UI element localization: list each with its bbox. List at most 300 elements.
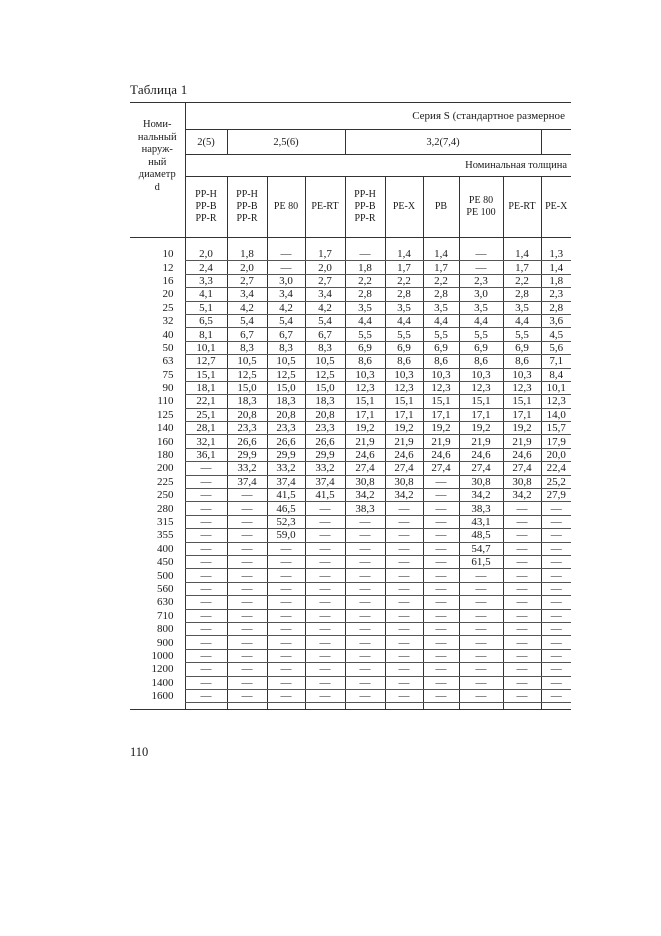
- thickness-cell: 34,2: [345, 489, 385, 502]
- thickness-cell: —: [185, 462, 227, 475]
- table-row: [130, 676, 571, 689]
- thickness-cell: 26,6: [305, 435, 345, 448]
- gap-cell: [423, 238, 459, 249]
- thickness-cell: —: [385, 622, 423, 635]
- table-row: [130, 368, 571, 381]
- diameter-cell: 16: [162, 274, 174, 287]
- series-value-4-empty: [541, 130, 571, 155]
- thickness-cell: —: [503, 636, 541, 649]
- thickness-cell: —: [185, 622, 227, 635]
- thickness-cell: 10,5: [305, 355, 345, 368]
- thickness-cell: 30,8: [503, 475, 541, 488]
- thickness-cell: —: [185, 649, 227, 662]
- thickness-cell: —: [227, 663, 267, 676]
- thickness-cell: 5,5: [423, 328, 459, 341]
- table-row: [130, 649, 571, 662]
- thickness-cell: 5,4: [227, 314, 267, 327]
- thickness-cell: 2,8: [541, 301, 571, 314]
- thickness-cell: —: [459, 622, 503, 635]
- thickness-cell: —: [227, 676, 267, 689]
- thickness-cell: 1,8: [541, 274, 571, 287]
- table-row: [130, 622, 571, 635]
- thickness-cell: 2,8: [345, 288, 385, 301]
- thickness-cell: —: [385, 515, 423, 528]
- thickness-cell: 1,7: [305, 248, 345, 261]
- table-row: [130, 288, 571, 301]
- thickness-cell: 15,0: [267, 381, 305, 394]
- thickness-cell: 15,0: [305, 381, 345, 394]
- thickness-cell: —: [423, 489, 459, 502]
- thickness-cell: —: [459, 663, 503, 676]
- material-label: PP-R: [236, 213, 258, 224]
- thickness-cell: 12,3: [423, 381, 459, 394]
- stub-line: наруж-: [141, 144, 173, 155]
- thickness-cell: 2,0: [305, 261, 345, 274]
- material-label: PE-RT: [508, 201, 536, 212]
- thickness-cell: 38,3: [345, 502, 385, 515]
- table-row: [130, 689, 571, 702]
- thickness-cell: —: [385, 676, 423, 689]
- bottom-rule-cell: [227, 703, 267, 710]
- thickness-cell: —: [305, 663, 345, 676]
- thickness-cell: —: [227, 529, 267, 542]
- thickness-cell: 1,4: [423, 248, 459, 261]
- thickness-cell: 12,3: [503, 381, 541, 394]
- thickness-cell: 15,1: [385, 395, 423, 408]
- diameter-cell: 800: [157, 623, 174, 636]
- diameter-cell: 1400: [151, 676, 174, 689]
- diameter-cell: 355: [157, 529, 174, 542]
- thickness-cell: —: [185, 663, 227, 676]
- thickness-cell: —: [345, 676, 385, 689]
- thickness-cell: 43,1: [459, 515, 503, 528]
- diameter-cell: 1600: [151, 690, 174, 703]
- thickness-cell: 34,2: [459, 489, 503, 502]
- thickness-cell: 29,9: [267, 448, 305, 461]
- thickness-cell: 18,3: [267, 395, 305, 408]
- material-header: [345, 177, 385, 238]
- material-header: [385, 177, 423, 238]
- thickness-cell: 48,5: [459, 529, 503, 542]
- thickness-cell: —: [385, 596, 423, 609]
- thickness-cell: —: [423, 502, 459, 515]
- thickness-cell: 27,4: [345, 462, 385, 475]
- thickness-cell: —: [459, 636, 503, 649]
- thickness-cell: 6,7: [305, 328, 345, 341]
- thickness-cell: 2,2: [385, 274, 423, 287]
- thickness-cell: —: [503, 649, 541, 662]
- thickness-cell: 27,4: [423, 462, 459, 475]
- table-row: [130, 274, 571, 287]
- thickness-cell: —: [385, 663, 423, 676]
- diameter-cell: 32: [162, 315, 174, 328]
- table-row: [130, 462, 571, 475]
- diameter-cell: 40: [162, 328, 174, 341]
- thickness-cell: 23,3: [227, 422, 267, 435]
- bottom-rule-cell: [305, 703, 345, 710]
- material-header: [227, 177, 267, 238]
- thickness-cell: —: [423, 663, 459, 676]
- thickness-cell: 5,5: [345, 328, 385, 341]
- thickness-cell: 27,9: [541, 489, 571, 502]
- thickness-cell: —: [541, 663, 571, 676]
- thickness-cell: —: [305, 582, 345, 595]
- thickness-cell: 8,6: [459, 355, 503, 368]
- thickness-cell: —: [305, 569, 345, 582]
- thickness-cell: —: [503, 596, 541, 609]
- thickness-cell: —: [345, 622, 385, 635]
- table-row: [130, 314, 571, 327]
- table-row: [130, 422, 571, 435]
- thickness-cell: —: [305, 515, 345, 528]
- thickness-cell: 8,6: [423, 355, 459, 368]
- thickness-cell: —: [267, 622, 305, 635]
- material-label: PP-H: [354, 189, 376, 200]
- thickness-cell: —: [345, 582, 385, 595]
- diameter-cell: 200: [157, 462, 174, 475]
- thickness-cell: —: [345, 248, 385, 261]
- thickness-cell: 37,4: [267, 475, 305, 488]
- table-row: [130, 502, 571, 515]
- thickness-cell: —: [227, 636, 267, 649]
- material-header: [459, 177, 503, 238]
- thickness-cell: 4,1: [185, 288, 227, 301]
- material-label: PB: [434, 201, 448, 212]
- thickness-cell: 6,9: [385, 341, 423, 354]
- thickness-cell: 2,2: [423, 274, 459, 287]
- thickness-cell: —: [185, 489, 227, 502]
- thickness-cell: —: [423, 596, 459, 609]
- thickness-cell: —: [541, 596, 571, 609]
- material-label: PP-R: [354, 213, 376, 224]
- thickness-cell: 4,4: [385, 314, 423, 327]
- thickness-cell: 20,8: [227, 408, 267, 421]
- table-row: [130, 475, 571, 488]
- thickness-cell: 23,3: [305, 422, 345, 435]
- material-label: PP-H: [236, 189, 258, 200]
- thickness-cell: 17,1: [345, 408, 385, 421]
- thickness-cell: —: [423, 515, 459, 528]
- thickness-cell: —: [503, 622, 541, 635]
- thickness-cell: 5,5: [459, 328, 503, 341]
- thickness-cell: 17,1: [423, 408, 459, 421]
- bottom-rule-cell: [541, 703, 571, 710]
- thickness-cell: 18,1: [185, 381, 227, 394]
- thickness-cell: 1,7: [503, 261, 541, 274]
- thickness-cell: 6,9: [423, 341, 459, 354]
- thickness-cell: 61,5: [459, 555, 503, 568]
- diameter-cell: 12: [162, 261, 174, 274]
- thickness-cell: 6,9: [459, 341, 503, 354]
- thickness-cell: 19,2: [345, 422, 385, 435]
- thickness-cell: —: [185, 582, 227, 595]
- thickness-cell: —: [385, 542, 423, 555]
- thickness-cell: 30,8: [345, 475, 385, 488]
- thickness-cell: —: [345, 555, 385, 568]
- bottom-rule-cell: [423, 703, 459, 710]
- material-label: PE 100: [466, 207, 496, 218]
- thickness-cell: 24,6: [503, 448, 541, 461]
- table-row: [130, 328, 571, 341]
- thickness-cell: 17,9: [541, 435, 571, 448]
- thickness-cell: 15,1: [503, 395, 541, 408]
- thickness-cell: 14,0: [541, 408, 571, 421]
- thickness-cell: —: [305, 622, 345, 635]
- thickness-cell: 15,7: [541, 422, 571, 435]
- thickness-cell: 52,3: [267, 515, 305, 528]
- thickness-cell: —: [541, 622, 571, 635]
- thickness-cell: —: [459, 248, 503, 261]
- thickness-cell: 27,4: [503, 462, 541, 475]
- series-value-2: 2,5(6): [227, 130, 345, 155]
- thickness-cell: —: [459, 649, 503, 662]
- thickness-cell: 3,4: [305, 288, 345, 301]
- thickness-cell: 33,2: [267, 462, 305, 475]
- thickness-cell: 19,2: [503, 422, 541, 435]
- material-header: [305, 177, 345, 238]
- thickness-cell: —: [305, 689, 345, 702]
- thickness-cell: —: [227, 609, 267, 622]
- diameter-cell: 90: [162, 382, 174, 395]
- thickness-cell: —: [267, 542, 305, 555]
- stub-line: ный: [148, 156, 167, 168]
- thickness-cell: 12,5: [267, 368, 305, 381]
- thickness-cell: —: [503, 555, 541, 568]
- thickness-cell: —: [345, 569, 385, 582]
- wall-thickness-table: [130, 102, 571, 710]
- thickness-cell: —: [385, 649, 423, 662]
- diameter-cell: 630: [157, 596, 174, 609]
- thickness-cell: 4,4: [503, 314, 541, 327]
- thickness-cell: 28,1: [185, 422, 227, 435]
- thickness-cell: —: [227, 622, 267, 635]
- thickness-cell: 10,5: [267, 355, 305, 368]
- thickness-cell: —: [503, 676, 541, 689]
- thickness-cell: 4,2: [227, 301, 267, 314]
- thickness-cell: 5,4: [305, 314, 345, 327]
- diameter-cell: 560: [157, 582, 174, 595]
- page-number: 110: [130, 745, 149, 759]
- table-row: [130, 555, 571, 568]
- thickness-cell: —: [267, 555, 305, 568]
- material-header: [503, 177, 541, 238]
- table-row: [130, 448, 571, 461]
- table-row: [130, 489, 571, 502]
- material-label: PE-RT: [311, 201, 339, 212]
- diameter-cell: 110: [157, 395, 174, 408]
- thickness-cell: 10,3: [385, 368, 423, 381]
- table-row: [130, 408, 571, 421]
- stub-line: d: [154, 181, 160, 193]
- thickness-cell: —: [305, 555, 345, 568]
- diameter-cell: 225: [157, 475, 174, 488]
- diameter-cell: 250: [157, 489, 174, 502]
- thickness-cell: —: [459, 609, 503, 622]
- series-value-1: 2(5): [185, 130, 227, 155]
- thickness-cell: 41,5: [305, 489, 345, 502]
- thickness-cell: —: [267, 582, 305, 595]
- thickness-cell: 15,1: [459, 395, 503, 408]
- thickness-cell: 33,2: [305, 462, 345, 475]
- material-label: PE 80: [468, 195, 494, 206]
- thickness-cell: —: [423, 529, 459, 542]
- thickness-cell: 1,4: [503, 248, 541, 261]
- thickness-cell: —: [503, 663, 541, 676]
- thickness-cell: —: [385, 636, 423, 649]
- stub-header: [130, 103, 185, 238]
- thickness-cell: —: [345, 596, 385, 609]
- material-label: PE-X: [392, 201, 416, 212]
- thickness-cell: —: [185, 555, 227, 568]
- thickness-cell: —: [227, 489, 267, 502]
- thickness-cell: 27,4: [459, 462, 503, 475]
- thickness-cell: 6,5: [185, 314, 227, 327]
- thickness-cell: —: [385, 582, 423, 595]
- thickness-cell: 17,1: [503, 408, 541, 421]
- bottom-rule-cell: [345, 703, 385, 710]
- thickness-cell: 2,0: [227, 261, 267, 274]
- thickness-cell: —: [345, 689, 385, 702]
- thickness-cell: —: [541, 515, 571, 528]
- thickness-cell: —: [385, 689, 423, 702]
- thickness-cell: 34,2: [385, 489, 423, 502]
- table-row: [130, 636, 571, 649]
- thickness-cell: 1,4: [385, 248, 423, 261]
- thickness-cell: 12,5: [305, 368, 345, 381]
- material-label: PP-H: [195, 189, 217, 200]
- thickness-cell: —: [541, 502, 571, 515]
- diameter-cell: 280: [157, 502, 174, 515]
- thickness-cell: —: [267, 261, 305, 274]
- thickness-cell: 24,6: [385, 448, 423, 461]
- thickness-cell: —: [385, 609, 423, 622]
- thickness-cell: 2,7: [305, 274, 345, 287]
- thickness-cell: —: [227, 555, 267, 568]
- thickness-cell: 20,8: [305, 408, 345, 421]
- thickness-cell: —: [267, 649, 305, 662]
- thickness-cell: —: [345, 529, 385, 542]
- thickness-cell: 30,8: [459, 475, 503, 488]
- thickness-cell: 2,8: [503, 288, 541, 301]
- thickness-cell: —: [345, 515, 385, 528]
- material-label: PP-B: [195, 201, 217, 212]
- thickness-cell: —: [345, 649, 385, 662]
- thickness-cell: 2,2: [345, 274, 385, 287]
- gap-cell: [459, 238, 503, 249]
- thickness-cell: —: [267, 663, 305, 676]
- thickness-cell: 21,9: [459, 435, 503, 448]
- series-value-3: 3,2(7,4): [345, 130, 541, 155]
- thickness-cell: 22,4: [541, 462, 571, 475]
- thickness-cell: 24,6: [423, 448, 459, 461]
- thickness-cell: 26,6: [227, 435, 267, 448]
- thickness-cell: 15,1: [345, 395, 385, 408]
- thickness-cell: —: [185, 502, 227, 515]
- thickness-cell: 21,9: [503, 435, 541, 448]
- thickness-cell: —: [185, 542, 227, 555]
- thickness-cell: —: [345, 609, 385, 622]
- thickness-cell: 20,8: [267, 408, 305, 421]
- thickness-cell: 12,7: [185, 355, 227, 368]
- material-header: [541, 177, 571, 238]
- thickness-cell: —: [423, 689, 459, 702]
- thickness-cell: 1,8: [227, 248, 267, 261]
- thickness-cell: —: [423, 622, 459, 635]
- gap-cell: [227, 238, 267, 249]
- thickness-cell: —: [185, 529, 227, 542]
- table-row: [130, 435, 571, 448]
- thickness-cell: 10,3: [345, 368, 385, 381]
- diameter-cell: 75: [162, 368, 174, 381]
- thickness-cell: —: [423, 676, 459, 689]
- table-row: [130, 596, 571, 609]
- thickness-cell: —: [185, 689, 227, 702]
- thickness-cell: —: [305, 502, 345, 515]
- thickness-cell: —: [541, 529, 571, 542]
- thickness-cell: 1,4: [541, 261, 571, 274]
- material-header: [267, 177, 305, 238]
- thickness-cell: —: [185, 569, 227, 582]
- thickness-cell: 3,4: [267, 288, 305, 301]
- thickness-cell: 6,9: [345, 341, 385, 354]
- thickness-cell: —: [227, 542, 267, 555]
- thickness-cell: 34,2: [503, 489, 541, 502]
- thickness-cell: 21,9: [345, 435, 385, 448]
- bottom-rule-cell: [385, 703, 423, 710]
- thickness-cell: 5,6: [541, 341, 571, 354]
- thickness-cell: 2,4: [185, 261, 227, 274]
- thickness-cell: —: [541, 542, 571, 555]
- thickness-cell: 4,2: [267, 301, 305, 314]
- diameter-cell: 315: [157, 516, 174, 528]
- thickness-cell: —: [385, 555, 423, 568]
- thickness-cell: —: [503, 689, 541, 702]
- thickness-cell: —: [345, 663, 385, 676]
- thickness-cell: —: [385, 529, 423, 542]
- thickness-cell: 19,2: [423, 422, 459, 435]
- stub-line: нальный: [137, 131, 177, 143]
- thickness-cell: 3,0: [459, 288, 503, 301]
- diameter-cell: 180: [157, 449, 174, 462]
- diameter-cell: 10: [162, 248, 174, 261]
- thickness-cell: 21,9: [385, 435, 423, 448]
- thickness-cell: 2,7: [227, 274, 267, 287]
- thickness-cell: 6,7: [227, 328, 267, 341]
- thickness-cell: —: [503, 569, 541, 582]
- thickness-cell: 8,4: [541, 368, 571, 381]
- bottom-rule-cell: [267, 703, 305, 710]
- material-header: [423, 177, 459, 238]
- table-caption: Таблица 1: [130, 82, 188, 97]
- thickness-cell: 10,3: [503, 368, 541, 381]
- table-row: [130, 381, 571, 394]
- thickness-cell: 10,3: [459, 368, 503, 381]
- thickness-cell: 25,1: [185, 408, 227, 421]
- thickness-cell: —: [185, 676, 227, 689]
- thickness-cell: 12,3: [459, 381, 503, 394]
- thickness-cell: —: [503, 542, 541, 555]
- thickness-cell: —: [267, 676, 305, 689]
- thickness-cell: 3,3: [185, 274, 227, 287]
- table-row: [130, 569, 571, 582]
- thickness-cell: —: [459, 596, 503, 609]
- thickness-cell: 5,5: [385, 328, 423, 341]
- thickness-cell: —: [227, 689, 267, 702]
- thickness-cell: —: [305, 636, 345, 649]
- thickness-cell: —: [459, 569, 503, 582]
- thickness-cell: 3,5: [385, 301, 423, 314]
- thickness-cell: —: [541, 636, 571, 649]
